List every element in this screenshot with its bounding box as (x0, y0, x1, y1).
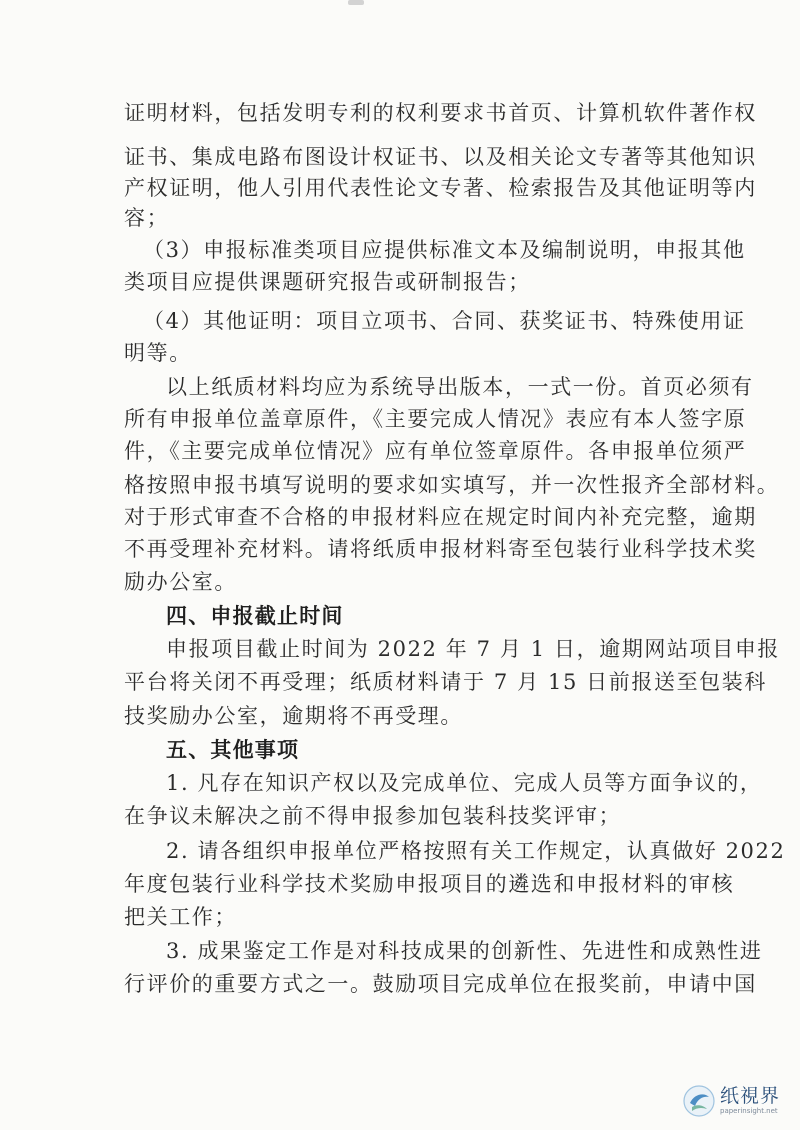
body-line: 2. 请各组织申报单位严格按照有关工作规定，认真做好 2022 (166, 839, 786, 863)
body-line: 件，《主要完成单位情况》应有单位签章原件。各申报单位须严 (124, 439, 747, 463)
body-line: 3. 成果鉴定工作是对科技成果的创新性、先进性和成熟性进 (166, 939, 763, 963)
body-line: 类项目应提供课题研究报告或研制报告； (124, 270, 531, 294)
body-line: 对于形式审查不合格的申报材料应在规定时间内补充完整，逾期 (124, 505, 757, 529)
body-line: 行评价的重要方式之一。鼓励项目完成单位在报奖前，申请中国 (124, 972, 757, 996)
body-line: 证明材料，包括发明专利的权利要求书首页、计算机软件著作权 (124, 101, 757, 125)
watermark-url-text: paperinsight.net (720, 1107, 778, 1115)
watermark-brand-text: 纸視界 (720, 1085, 781, 1107)
body-line: 所有申报单位盖章原件，《主要完成人情况》表应有本人签字原 (124, 407, 747, 431)
body-line: 1. 凡存在知识产权以及完成单位、完成人员等方面争议的， (166, 771, 763, 795)
section-heading: 五、其他事项 (166, 738, 300, 762)
body-line: 技奖励办公室，逾期将不再受理。 (124, 704, 463, 728)
body-line: 申报项目截止时间为 2022 年 7 月 1 日，逾期网站项目申报 (166, 637, 781, 661)
body-line: 在争议未解决之前不得申报参加包装科技奖评审； (124, 804, 622, 828)
body-line: 以上纸质材料均应为系统导出版本，一式一份。首页必须有 (166, 375, 754, 399)
body-line: 格按照申报书填写说明的要求如实填写，并一次性报齐全部材料。 (124, 473, 780, 497)
body-line: 把关工作； (124, 905, 237, 929)
body-line: （3）申报标准类项目应提供标准文本及编制说明，申报其他 (143, 238, 746, 262)
body-line: 平台将关闭不再受理；纸质材料请于 7 月 15 日前报送至包装科 (124, 670, 767, 694)
body-line: 证书、集成电路布图设计权证书、以及相关论文专著等其他知识 (124, 145, 757, 169)
scan-mark (348, 0, 364, 5)
body-line: （4）其他证明：项目立项书、合同、获奖证书、特殊使用证 (143, 309, 746, 333)
body-line: 年度包装行业科学技术奖励申报项目的遴选和申报材料的审核 (124, 872, 735, 896)
body-line: 不再受理补充材料。请将纸质申报材料寄至包装行业科学技术奖 (124, 537, 757, 561)
paperinsight-logo-icon (682, 1084, 716, 1118)
body-line: 明等。 (124, 341, 192, 365)
paperinsight-watermark (682, 1080, 792, 1122)
body-line: 容； (124, 206, 170, 230)
body-line: 产权证明，他人引用代表性论文专著、检索报告及其他证明等内 (124, 176, 757, 200)
section-heading: 四、申报截止时间 (166, 604, 344, 628)
body-line: 励办公室。 (124, 570, 237, 594)
